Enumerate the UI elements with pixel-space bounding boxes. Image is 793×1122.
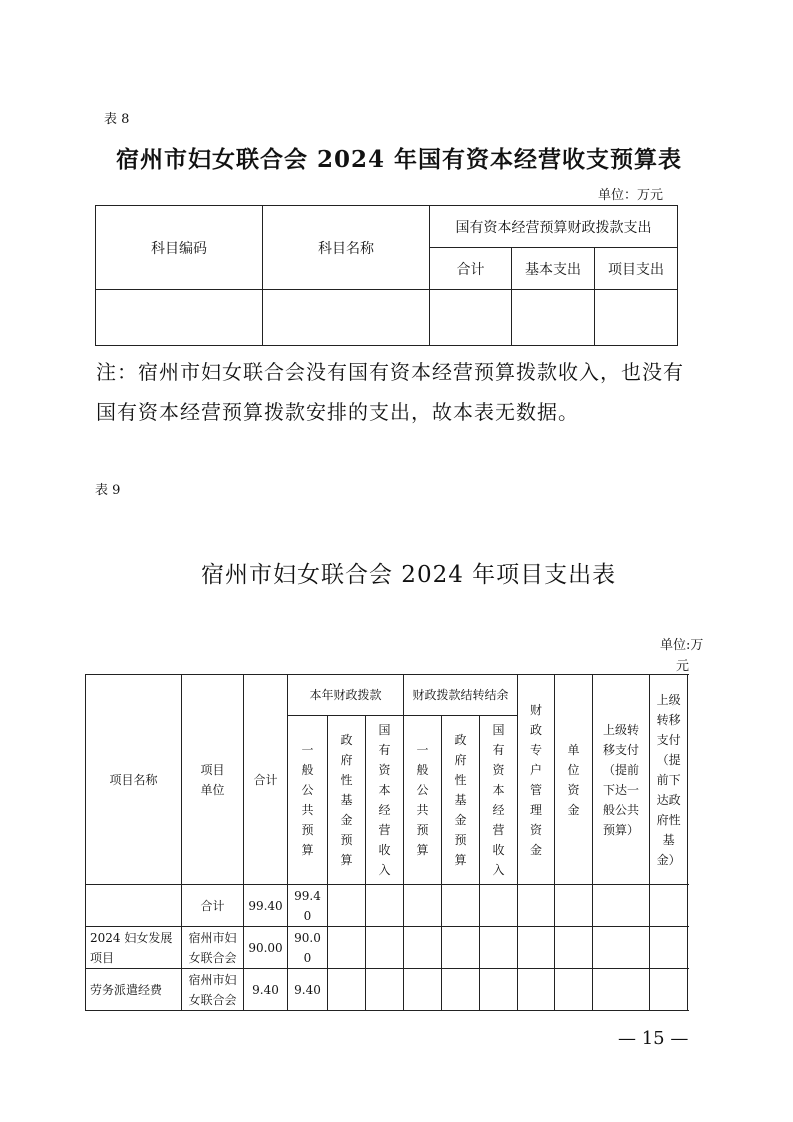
table8-note-line2: 国有资本经营预算拨款安排的支出，故本表无数据。 (96, 400, 579, 424)
table-row (86, 969, 688, 1011)
table8-unit: 单位：万元 (598, 188, 664, 203)
row-general: 99.40 (288, 885, 328, 927)
table9-header-general-2: 一般公共预算 (404, 716, 442, 885)
table9-header-total: 合计 (244, 675, 288, 885)
table8-tag: 表 8 (104, 112, 130, 127)
table9-tag: 表 9 (95, 483, 121, 498)
row-project-unit: 宿州市妇女联合会 (182, 927, 244, 969)
row-general: 9.40 (288, 969, 328, 1011)
row-project-unit: 宿州市妇女联合会 (182, 969, 244, 1011)
table9-unit-line2: 元 (676, 659, 690, 674)
table9-header-upper-fund: 上级转移支付（提前下达政府性基金） (650, 675, 688, 885)
row-general: 90.00 (288, 927, 328, 969)
table9-header-carry-group: 财政拨款结转结余 (404, 675, 518, 716)
table9-unit-line1: 单位:万 (660, 638, 704, 653)
table9-header-unit-funds: 单位资金 (555, 675, 593, 885)
row-project-name: 劳务派遣经费 (86, 969, 182, 1011)
table9-title: 宿州市妇女联合会 2024 年项目支出表 (201, 562, 617, 588)
table9 (85, 674, 688, 1011)
page-number: — 15 — (618, 1028, 689, 1049)
table8-header-code: 科目编码 (96, 206, 263, 290)
table9-header-state-capital-1: 国有资本经营收入 (366, 716, 404, 885)
table8 (95, 205, 678, 346)
row-project-name (86, 885, 182, 927)
table8-header-group: 国有资本经营预算财政拨款支出 (430, 206, 678, 248)
table9-header-state-capital-2: 国有资本经营收入 (480, 716, 518, 885)
table8-note-line1: 注：宿州市妇女联合会没有国有资本经营预算拨款收入，也没有 (96, 360, 684, 384)
table9-header-special: 财政专户管理资金 (518, 675, 555, 885)
table8-title: 宿州市妇女联合会 2024 年国有资本经营收支预算表 (116, 146, 683, 173)
table-row (86, 885, 688, 927)
table-row (86, 927, 688, 969)
table9-header-project-unit: 项目单位 (182, 675, 244, 885)
table9-header-general-1: 一般公共预算 (288, 716, 328, 885)
table-row (96, 290, 678, 346)
table8-header-name: 科目名称 (263, 206, 430, 290)
table9-header-current-group: 本年财政拨款 (288, 675, 404, 716)
row-total: 9.40 (244, 969, 288, 1011)
table9-header-upper-general: 上级转移支付（提前下达一般公共预算） (593, 675, 650, 885)
table9-header-gov-fund-2: 政府性基金预算 (442, 716, 480, 885)
table9-header-project-name: 项目名称 (86, 675, 182, 885)
table8-header-basic: 基本支出 (512, 248, 595, 290)
table8-note (96, 352, 696, 432)
table8-header-project: 项目支出 (595, 248, 678, 290)
row-total: 90.00 (244, 927, 288, 969)
row-total: 99.40 (244, 885, 288, 927)
row-project-unit: 合计 (182, 885, 244, 927)
table8-header-total: 合计 (430, 248, 512, 290)
table9-header-gov-fund-1: 政府性基金预算 (328, 716, 366, 885)
row-project-name: 2024 妇女发展项目 (86, 927, 182, 969)
